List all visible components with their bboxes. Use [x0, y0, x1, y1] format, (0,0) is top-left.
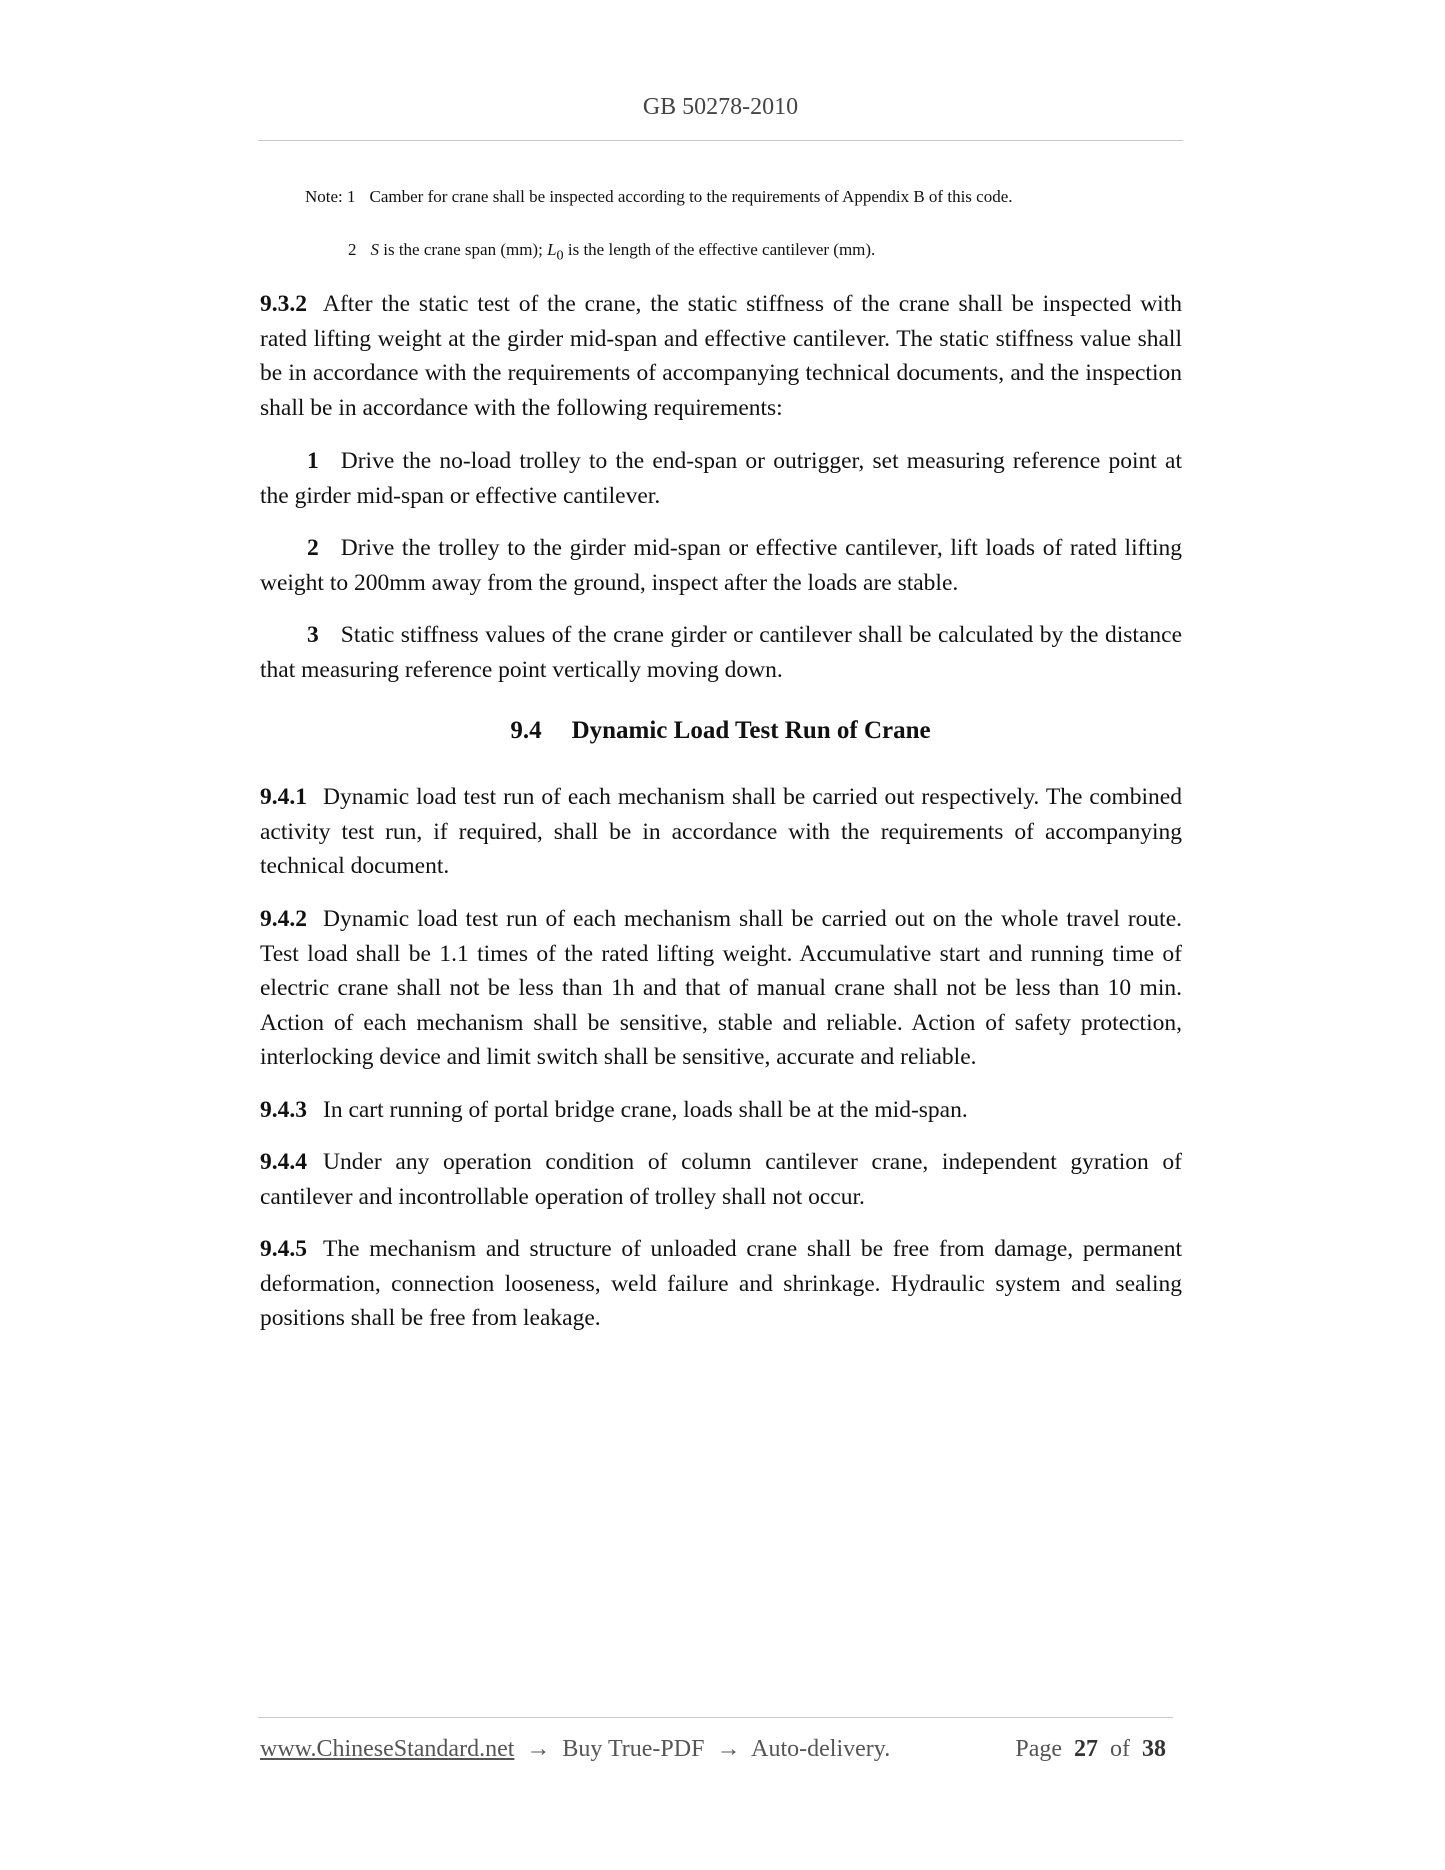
clause-9-4-3 [260, 1093, 1182, 1128]
list-item-2 [260, 531, 1182, 600]
clause-text: Dynamic load test run of each mechanism shall be carried out on the whole travel route. Test load shall be 1.1 times of the rated lifting weight. Accumulative start and running time of electric crane shall not be less than 1h and that of manual crane shall not be less than 10 min. Action of each mechanism shall be sensitive, stable and reliable. Action of safety protection, interlocking device and limit switch shall be sensitive, accurate and reliable. [260, 906, 1182, 1070]
section-heading [258, 717, 1183, 745]
clause-9-3-2 [260, 287, 1182, 425]
item-number: 1 [307, 448, 319, 474]
clause-number: 9.4.3 [260, 1097, 307, 1123]
header-divider [258, 140, 1183, 141]
section-title: Dynamic Load Test Run of Crane [571, 717, 931, 744]
clause-9-4-1 [260, 780, 1182, 884]
clause-text: The mechanism and structure of unloaded crane shall be free from damage, permanent deformation, connection looseness, weld failure and shrinkage. Hydraulic system and sealing positions shall be free from leakage. [260, 1236, 1182, 1331]
footer-divider [258, 1717, 1173, 1718]
arrow-right-icon: → [526, 1736, 551, 1762]
page-number: 27 [1074, 1736, 1098, 1762]
table-note-1 [305, 187, 1013, 207]
span-symbol: S [370, 240, 379, 259]
item-number: 3 [307, 622, 319, 648]
clause-9-4-2 [260, 902, 1182, 1075]
page-header: GB 50278-2010 [642, 94, 799, 120]
website-link[interactable]: www.ChineseStandard.net [260, 1736, 515, 1762]
clause-text: Dynamic load test run of each mechanism shall be carried out respectively. The combined activity test run, if required, shall be in accordance with the requirements of accompanying technical document. [260, 784, 1182, 879]
item-number: 2 [307, 535, 319, 561]
table-note-2 [348, 240, 875, 264]
buy-text: Buy True-PDF [562, 1736, 705, 1762]
note-text-b: is the length of the effective cantilever (mm). [563, 240, 876, 259]
page-footer [260, 1736, 1172, 1763]
clause-9-4-5 [260, 1232, 1182, 1336]
item-text: Static stiffness values of the crane girder or cantilever shall be calculated by the distance that measuring reference point vertically moving down. [260, 622, 1182, 683]
length-symbol: L [547, 240, 557, 259]
page-indicator [1015, 1736, 1172, 1763]
clause-number: 9.4.5 [260, 1236, 307, 1262]
of-label: of [1110, 1736, 1130, 1762]
section-number: 9.4 [510, 717, 542, 744]
note-number: Note: 1 [305, 187, 356, 206]
note-text-a: is the crane span (mm); [379, 240, 548, 259]
arrow-right-icon: → [716, 1736, 741, 1762]
clause-number: 9.3.2 [260, 291, 307, 317]
item-text: Drive the no-load trolley to the end-span or outrigger, set measuring reference point at the girder mid-span or effective cantilever. [260, 448, 1182, 509]
clause-text: Under any operation condition of column cantilever crane, independent gyration of cantilever and incontrollable operation of trolley shall not occur. [260, 1149, 1182, 1210]
item-text: Drive the trolley to the girder mid-span or effective cantilever, lift loads of rated lifting weight to 200mm away from the ground, inspect after the loads are stable. [260, 535, 1182, 596]
note-text: Camber for crane shall be inspected according to the requirements of Appendix B of this code. [369, 187, 1013, 206]
page-total: 38 [1142, 1736, 1166, 1762]
clause-number: 9.4.1 [260, 784, 307, 810]
delivery-text: Auto-delivery. [751, 1736, 891, 1762]
note-number: 2 [348, 240, 357, 259]
clause-9-4-4 [260, 1145, 1182, 1214]
list-item-1 [260, 444, 1182, 513]
page-label: Page [1015, 1736, 1062, 1762]
clause-text: After the static test of the crane, the static stiffness of the crane shall be inspected with rated lifting weight at the girder mid-span and effective cantilever. The static stiffness value shall be in accordance with the requirements of accompanying technical documents, and the inspection shall be in accordance with the following requirements: [260, 291, 1182, 421]
clause-number: 9.4.4 [260, 1149, 307, 1175]
list-item-3 [260, 618, 1182, 687]
clause-text: In cart running of portal bridge crane, loads shall be at the mid-span. [323, 1097, 968, 1123]
length-subscript: 0 [556, 247, 564, 264]
clause-number: 9.4.2 [260, 906, 307, 932]
